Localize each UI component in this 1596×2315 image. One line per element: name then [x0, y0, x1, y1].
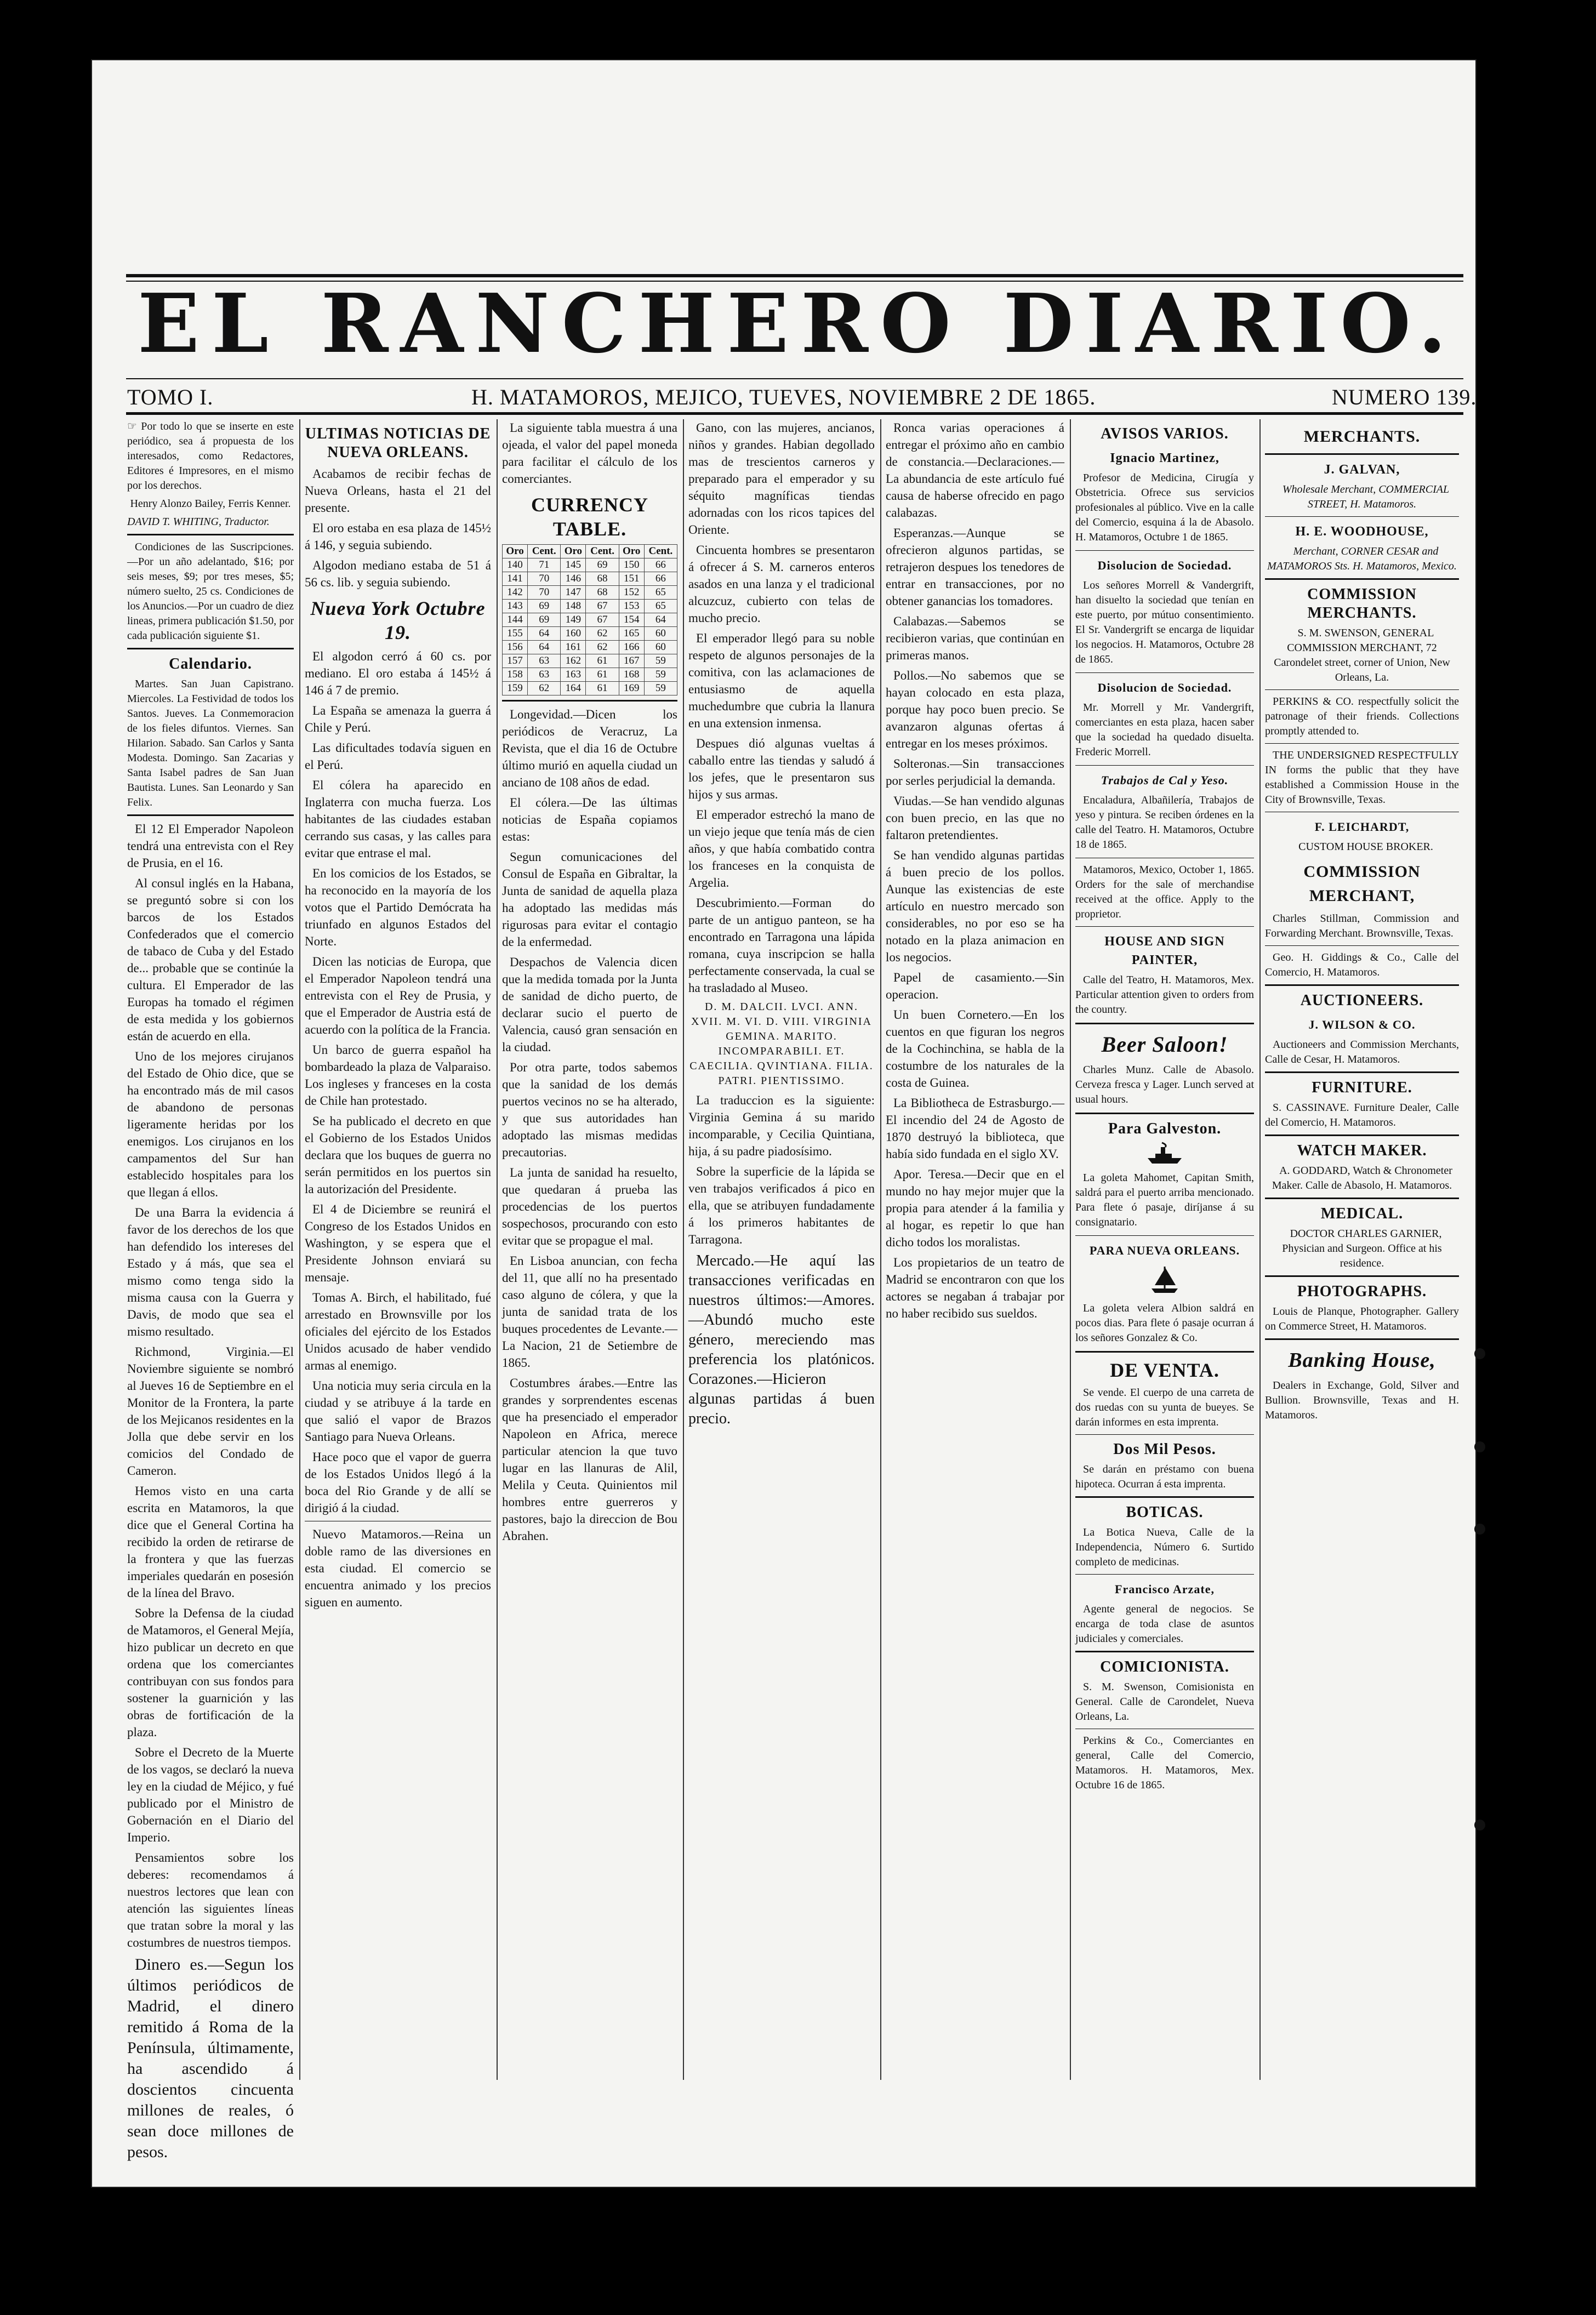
currency-table-heading: CURRENCY TABLE.	[531, 494, 648, 540]
advertisement	[1075, 449, 1254, 545]
ad-text: Wholesale Merchant, COMMERCIAL STREET, H. Matamoros.	[1282, 483, 1450, 510]
dateline-rule	[126, 378, 1463, 379]
table-cell: 67	[586, 613, 619, 627]
table-cell: 163	[561, 668, 586, 682]
column-divider	[1070, 419, 1071, 2080]
table-cell: 145	[561, 558, 586, 572]
article-paragraph: Hace poco que el vapor de guerra de los Estados Unidos llegó á la boca del Rio Grande y de allí se dirigió á la ciudad.	[305, 1450, 491, 1515]
punch-hole	[1474, 1441, 1485, 1452]
ad-text: DOCTOR CHARLES GARNIER, Physician and Surgeon. Office at his residence.	[1282, 1228, 1442, 1269]
ad-text: Merchant, CORNER CESAR and MATAMOROS Sts. H. Matamoros, Mexico.	[1267, 545, 1457, 572]
article-paragraph: Hemos visto en una carta escrita en Matamoros, la que dice que el General Cortina ha recibido la orden de retirarse de la frontera y que las fuerzas imperiales quedarán en posesión de la línea del Bravo.	[127, 1484, 294, 1600]
column-2	[305, 419, 491, 2096]
ad-title: Trabajos de Cal y Yeso.	[1101, 773, 1229, 787]
volume-label: TOMO I.	[127, 385, 214, 409]
table-cell: 154	[619, 613, 644, 627]
section-heading: MERCHANTS.	[1303, 427, 1421, 446]
table-row	[503, 654, 677, 668]
divider	[1265, 689, 1459, 690]
ad-title: PARA NUEVA ORLEANS.	[1089, 1244, 1240, 1257]
ad-title: Dos Mil Pesos.	[1113, 1441, 1216, 1458]
table-cell: 169	[619, 682, 644, 695]
article-paragraph: El 4 de Diciembre se reunirá el Congreso de los Estados Unidos en Washington, y se espera que el Presidente Johnson enviará su mensaje.	[305, 1202, 491, 1284]
advertisement	[1075, 932, 1254, 1017]
article-paragraph: La traduccion es la siguiente: Virginia Gemina á su marido incomparable, y Cecilia Quintiana, hija, á su padre piadosísimo.	[688, 1093, 875, 1158]
article-paragraph: Pensamientos sobre los deberes: recomendamos á nuestros lectores que lean con atención las siguientes líneas que tratan sobre la moral y las costumbres de nuestros tiempos.	[127, 1851, 294, 1949]
ad-title: Ignacio Martinez,	[1110, 451, 1219, 465]
article-paragraph: Cincuenta hombres se presentaron á ofrecer á S. M. carneros enteros asados en una lanza y el tradicional alcuzcuz, cubierto con telas de mucho precio.	[688, 543, 875, 625]
table-row	[503, 682, 677, 695]
article-paragraph: Uno de los mejores cirujanos del Estado de Ohio dice, que se ha encontrado más de mil casos de abandono de personas ligeramente heridas por los enemigos. Los cirujanos en los campamentos del Sur han establecido hospitales para los que llegan á ellos.	[127, 1050, 294, 1199]
divider	[127, 648, 294, 649]
table-row	[503, 558, 677, 572]
divider	[1265, 516, 1459, 517]
table-cell: 155	[503, 627, 528, 641]
table-cell: 148	[561, 600, 586, 613]
ad-title: Francisco Arzate,	[1115, 1582, 1215, 1596]
divider	[1265, 1071, 1459, 1073]
divider	[1075, 765, 1254, 766]
issue-number: NUMERO 139.	[1332, 385, 1477, 409]
article-paragraph: Por otra parte, todos sabemos que la sanidad de los demás puertos vecinos no se ha alterado, y que sus autoridades han adoptado las mismas medidas precautorias.	[502, 1060, 677, 1159]
ad-text: CUSTOM HOUSE BROKER.	[1298, 841, 1433, 853]
currency-table-header-cell: Oro	[619, 545, 644, 558]
column-4	[688, 419, 875, 2096]
table-cell: 70	[528, 572, 561, 586]
table-cell: 71	[528, 558, 561, 572]
table-cell: 140	[503, 558, 528, 572]
article-paragraph: Calabazas.—Sabemos se recibieron varias, que continúan en primeras manos.	[886, 614, 1064, 662]
article-paragraph: Dicen las noticias de Europa, que el Emperador Napoleon tendrá una entrevista con el Rey de Prusia, y que el Emperador de Austria está de acuerdo con la política de la Francia.	[305, 955, 491, 1036]
ad-text: Mr. Morrell y Mr. Vandergrift, comerciantes en esta plaza, hacen saber que la sociedad ha quedado disuelta. Frederic Morrell.	[1075, 702, 1254, 758]
table-row	[503, 613, 677, 627]
table-cell: 66	[644, 572, 677, 586]
table-cell: 141	[503, 572, 528, 586]
article-paragraph: Mercado.—He aquí las transacciones verificadas en nuestros últimos:—Amores.—Abundó mucho este género, mereciendo mas preferencia los platónicos. Corazones.—Hicieron algunas partidas á buen precio.	[688, 1252, 875, 1427]
table-cell: 168	[619, 668, 644, 682]
column-divider	[1259, 419, 1261, 2080]
calendar-heading: Calendario.	[169, 655, 252, 672]
table-row	[503, 600, 677, 613]
table-cell: 60	[644, 627, 677, 641]
currency-table-header-cell: Cent.	[528, 545, 561, 558]
table-row	[503, 586, 677, 600]
section-heading: COMMISSION MERCHANTS.	[1307, 586, 1417, 621]
ad-title: Disolucion de Sociedad.	[1097, 558, 1232, 572]
ad-text: Matamoros, Mexico, October 1, 1865. Orders for the sale of merchandise received at the office. Apply to the proprietor.	[1075, 864, 1254, 920]
divider	[1265, 1338, 1459, 1340]
article-paragraph: La junta de sanidad ha resuelto, que quedaran á prueba las procedencias de los puertos sospechosos, procurando con esto evitar que se propague el mal.	[502, 1166, 677, 1247]
ad-text: Charles Stillman, Commission and Forwarding Merchant. Brownsville, Texas.	[1265, 913, 1459, 939]
article-paragraph: Dinero es.—Segun los últimos periódicos de Madrid, el dinero remitido á Roma de la Península, últimamente, ha ascendido á doscientos cincuenta millones de reales, ó sean doce millones de pesos.	[127, 1955, 294, 2161]
section-heading: DE VENTA.	[1110, 1359, 1219, 1381]
article-paragraph: Acabamos de recibir fechas de Nueva Orleans, hasta el 21 del presente.	[305, 467, 491, 515]
table-cell: 64	[528, 641, 561, 654]
article-paragraph: Los propietarios de un teatro de Madrid se encontraron con que los actores se negaban á trabajar por no haber recibido sus sueldos.	[886, 1256, 1064, 1320]
column-divider	[880, 419, 881, 2080]
ads-heading: AVISOS VARIOS.	[1101, 425, 1229, 442]
column-divider	[299, 419, 300, 2080]
divider	[1265, 1134, 1459, 1136]
editors: Henry Alonzo Bailey, Ferris Kenner.	[130, 498, 291, 510]
divider	[1075, 1574, 1254, 1575]
article-paragraph: Se ha publicado el decreto en que el Gobierno de los Estados Unidos declara que los buques de guerra no serán permitidos en los puertos sin la autorización del Presidente.	[305, 1114, 491, 1196]
printer: DAVID T. WHITING, Traductor.	[127, 516, 270, 528]
advertisement	[1075, 1241, 1254, 1345]
ad-title: BOTICAS.	[1126, 1504, 1204, 1521]
table-cell: 156	[503, 641, 528, 654]
section-heading: Banking House,	[1288, 1349, 1436, 1372]
article-paragraph: Sobre la Defensa de la ciudad de Matamoros, el General Mejía, hizo publicar un decreto en que ordena que los comerciantes contribuyan con sus fondos para sostener la guarnición y las obras de fortificación de la plaza.	[127, 1606, 294, 1739]
news-heading: ULTIMAS NOTICIAS DE NUEVA ORLEANS.	[305, 425, 491, 461]
ad-text: Geo. H. Giddings & Co., Calle del Comercio, H. Matamoros.	[1265, 951, 1459, 978]
ad-text: La Botica Nueva, Calle de la Independencia, Número 6. Surtido completo de medicinas.	[1075, 1526, 1254, 1568]
article-paragraph: Gano, con las mujeres, ancianos, niños y grandes. Habian degollado mas de trescientos carneros y preparado para el emperador y su séquito magníficas tiendas adornadas con los ricos tapices del Oriente.	[688, 421, 875, 537]
ad-text: Calle del Teatro, H. Matamoros, Mex. Particular attention given to orders from the country.	[1075, 974, 1254, 1016]
article-paragraph: Esperanzas.—Aunque se ofrecieron algunos partidas, se retrajeron despues los tenedores de entrar en transacciones, por no obtener ganancias los tomadores.	[886, 526, 1064, 608]
punch-hole	[1474, 1524, 1485, 1535]
table-cell: 66	[644, 558, 677, 572]
punch-hole	[1474, 1820, 1485, 1831]
table-cell: 59	[644, 654, 677, 668]
ad-text: S. M. SWENSON, GENERAL COMMISSION MERCHANT, 72 Carondelet street, corner of Union, New Orleans, La.	[1274, 627, 1450, 683]
table-cell: 61	[586, 668, 619, 682]
divider	[1075, 1351, 1254, 1353]
article-paragraph: Un buen Cornetero.—En los cuentos en que figuran los negros de la Cochinchina, se habla de la costumbre de los naturales de la costa de Guinea.	[886, 1008, 1064, 1090]
ad-text: La goleta Mahomet, Capitan Smith, saldrá para el puerto arriba mencionado. Para flete ó pasaje, diríjanse á su consignatario.	[1075, 1172, 1254, 1228]
table-cell: 150	[619, 558, 644, 572]
column-5	[886, 419, 1064, 2096]
table-cell: 161	[561, 641, 586, 654]
advertisement	[1075, 1120, 1254, 1230]
column-7-merchants	[1265, 419, 1459, 2096]
article-paragraph: Despues dió algunas vueltas á caballo entre las tiendas y saludó á los jefes, que le presentaron sus hijos y sus armas.	[688, 737, 875, 801]
ad-title: J. GALVAN,	[1324, 463, 1400, 477]
sailing-ship-icon	[1075, 1263, 1254, 1301]
article-paragraph: Las dificultades todavía siguen en el Perú.	[305, 741, 491, 772]
table-cell: 151	[619, 572, 644, 586]
table-cell: 69	[586, 558, 619, 572]
subscription-terms: Condiciones de las Suscripciones.—Por un año adelantado, $16; por seis meses, $9; por tres meses, $5; número suelto, 25 cs. Condiciones de los Anuncios.—Por un cuadro de diez lineas, primera publicación $1.50, por cada publicación siguiente $1.	[127, 541, 294, 642]
divider	[1265, 453, 1459, 455]
ad-title: H. E. WOODHOUSE,	[1295, 524, 1429, 539]
ad-title: HOUSE AND SIGN PAINTER,	[1104, 934, 1225, 967]
table-cell: 164	[561, 682, 586, 695]
table-cell: 61	[586, 654, 619, 668]
ad-text: S. M. Swenson, Comisionista en General. Calle de Carondelet, Nueva Orleans, La.	[1075, 1681, 1254, 1723]
news-heading: Nueva York Octubre 19.	[310, 597, 486, 643]
ad-text: Se darán en préstamo con buena hipoteca. Ocurran á esta imprenta.	[1075, 1463, 1254, 1490]
advertisement	[1075, 556, 1254, 667]
article-paragraph: Sobre el Decreto de la Muerte de los vagos, se declaró la nueva ley en la ciudad de Méjico, y fué publicado por el Ministro de Gobernación en el Diario del Imperio.	[127, 1746, 294, 1844]
section-heading: PHOTOGRAPHS.	[1297, 1283, 1427, 1300]
divider	[1075, 1113, 1254, 1114]
table-row	[503, 668, 677, 682]
steamship-icon	[1075, 1142, 1254, 1171]
ad-text: Los señores Morrell & Vandergrift, han disuelto la sociedad que tenían en este puerto, por mútuo consentimiento. El Sr. Vandergrift se encarga de liquidar los negocios. H. Matamoros, Octubre 28 de 1865.	[1075, 579, 1254, 665]
article-paragraph: El cólera.—De las últimas noticias de España copiamos estas:	[502, 796, 677, 843]
table-cell: 60	[644, 641, 677, 654]
article-paragraph: La Bibliotheca de Estrasburgo.—El incendio del 24 de Agosto de 1870 destruyó la biblioteca, que había sido fundada en el siglo XV.	[886, 1096, 1064, 1161]
ad-text: Se vende. El cuerpo de una carreta de dos ruedas con su yunta de bueyes. Se darán informes en esta imprenta.	[1075, 1387, 1254, 1428]
currency-table	[502, 544, 677, 695]
table-cell: 152	[619, 586, 644, 600]
article-paragraph: El algodon cerró á 60 cs. por mediano. El oro estaba á 145½ á 146 á 7 de premio.	[305, 649, 491, 697]
table-cell: 157	[503, 654, 528, 668]
ad-text: Encaladura, Albañilería, Trabajos de yeso y pintura. Se reciben órdenes en la calle del Teatro. H. Matamoros, Octubre 18 de 1865.	[1075, 794, 1254, 851]
article-paragraph: Apor. Teresa.—Decir que en el mundo no hay mejor mujer que la propia para atender á la familia y al hogar, es repetir lo que han dicho todos los moralistas.	[886, 1167, 1064, 1249]
advertisement	[1075, 678, 1254, 760]
article-paragraph: El emperador llegó para su noble respeto de algunos personajes de la comitiva, con las aclamaciones de entusiasmo de aquella muchedumbre que cubria la llanura en una extension inmensa.	[688, 631, 875, 730]
table-cell: 70	[528, 586, 561, 600]
divider	[127, 534, 294, 535]
ad-title: COMICIONISTA.	[1100, 1658, 1229, 1675]
table-cell: 166	[619, 641, 644, 654]
column-3	[502, 419, 677, 2096]
table-cell: 147	[561, 586, 586, 600]
article-paragraph: En los comicios de los Estados, se ha reconocido en la mayoría de los votos que el Partido Demócrata ha triunfado en algunos Estados del Norte.	[305, 866, 491, 948]
article-paragraph: Se han vendido algunas partidas á buen precio de los pollos. Aunque las existencias de este artículo en nuestro mercado son considerables, no por eso se ha notado en la plaza animacion en los negocios.	[886, 848, 1064, 964]
ad-text: A. GODDARD, Watch & Chronometer Maker. Calle de Abasolo, H. Matamoros.	[1272, 1165, 1452, 1191]
table-cell: 153	[619, 600, 644, 613]
ad-text: THE UNDERSIGNED RESPECTFULLY IN forms the public that they have established a Commission House in the City of Brownsville, Texas.	[1265, 749, 1459, 806]
ad-text: Charles Munz. Calle de Abasolo. Cerveza fresca y Lager. Lunch served at usual hours.	[1075, 1064, 1254, 1105]
article-paragraph: Papel de casamiento.—Sin operacion.	[886, 971, 1064, 1001]
article-paragraph: Despachos de Valencia dicen que la medida tomada por la Junta de sanidad de dicho puerto, de declarar sucio el puerto de Valencia, causó gran sensación en la ciudad.	[502, 955, 677, 1054]
divider	[1075, 1651, 1254, 1652]
article-paragraph: Algodon mediano estaba de 51 á 56 cs. lib. y seguia subiendo.	[305, 558, 491, 589]
ad-text: Agente general de negocios. Se encarga de toda clase de asuntos judiciales y comerciales.	[1075, 1603, 1254, 1645]
advertisement	[1075, 771, 1254, 852]
article-paragraph: Viudas.—Se han vendido algunas con buen precio, en las que no faltaron pretendientes.	[886, 794, 1064, 842]
divider	[1075, 1496, 1254, 1498]
ad-text: La goleta velera Albion saldrá en pocos dias. Para flete ó pasaje ocurran á los señores Gonzalez & Co.	[1075, 1302, 1254, 1344]
article-paragraph: Ronca varias operaciones á entregar el próximo año en cambio de constancia.—Declaraciones.—La abundancia de este artículo fué causa de haberse ofrecido en pago calabazas.	[886, 421, 1064, 520]
currency-table-header	[503, 545, 677, 558]
column-divider	[497, 419, 498, 2080]
ad-title: F. LEICHARDT,	[1314, 820, 1410, 834]
table-cell: 63	[528, 668, 561, 682]
dateline-rule-bottom	[126, 412, 1463, 415]
table-cell: 59	[644, 682, 677, 695]
divider	[1265, 1275, 1459, 1277]
divider	[1075, 1434, 1254, 1435]
ad-text: Perkins & Co., Comerciantes en general, Calle del Comercio, Matamoros. H. Matamoros, Mex. Octubre 16 de 1865.	[1075, 1735, 1254, 1791]
column-6-ads	[1075, 419, 1254, 2096]
article-paragraph: Sobre la superficie de la lápida se ven trabajos verificados á pico en ella, que se atribuyen fundadamente á los primeros habitantes de Tarragona.	[688, 1165, 875, 1246]
article-paragraph: Segun comunicaciones del Consul de España en Gibraltar, la Junta de sanidad de aquella plaza ha adoptado las medidas más rigurosas para evitar el contagio de la enfermedad.	[502, 850, 677, 949]
table-cell: 65	[644, 586, 677, 600]
table-cell: 59	[644, 668, 677, 682]
section-heading: WATCH MAKER.	[1297, 1142, 1427, 1159]
article-paragraph: Solteronas.—Sin transacciones por serles perjudicial la demanda.	[886, 757, 1064, 788]
table-cell: 68	[586, 586, 619, 600]
ad-text: PERKINS & CO. respectfully solicit the patronage of their friends. Collections promptly attended to.	[1265, 695, 1459, 737]
section-heading: AUCTIONEERS.	[1300, 992, 1424, 1009]
column-divider	[683, 419, 684, 2080]
section-heading: FURNITURE.	[1312, 1079, 1412, 1096]
currency-table-header-cell: Oro	[561, 545, 586, 558]
table-cell: 65	[644, 600, 677, 613]
divider	[1075, 1235, 1254, 1236]
table-row	[503, 627, 677, 641]
article-paragraph: El 12 El Emperador Napoleon tendrá una entrevista con el Rey de Prusia, en el 16.	[127, 822, 294, 870]
article-paragraph: Pollos.—No sabemos que se hayan colocado en esta plaza, porque hay poco buen precio. Se avanzaron algunas ofertas á entregar en los meses próximos.	[886, 669, 1064, 750]
currency-table-body	[503, 558, 677, 695]
article-paragraph: Richmond, Virginia.—El Noviembre siguiente se nombró al Jueves 16 de Septiembre en el Monitor de la Frontera, la parte de los Mejicanos residentes en la Jolla que debe servir en los comicios del Condado de Cameron.	[127, 1345, 294, 1478]
article-paragraph: Tomas A. Birch, el habilitado, fué arrestado en Brownsville por los oficiales del ejército de los Estados Unidos acusado de haber vendido armas al enemigo.	[305, 1291, 491, 1372]
table-cell: 62	[528, 682, 561, 695]
dateline: H. MATAMOROS, MEJICO, TUEVES, NOVIEMBRE 2 DE 1865.	[471, 385, 1096, 409]
calendar-text: Martes. San Juan Capistrano. Miercoles. La Festividad de todos los Santos. Jueves. La Conmemoracion de los fieles difuntos. Viernes. San Hilarion. Sabado. San Carlos y Santa Modesta. Domingo. San Zacarias y Santa Isabel padres de San Juan Bautista. Lunes. San Leonardo y San Felix.	[127, 678, 294, 808]
ad-title: COMMISSION MERCHANT,	[1303, 863, 1421, 905]
table-cell: 69	[528, 600, 561, 613]
article-paragraph: Un barco de guerra español ha bombardeado la plaza de Valparaiso. Los ingleses y franceses en la costa de Chile han protestado.	[305, 1043, 491, 1108]
currency-table-header-cell: Oro	[503, 545, 528, 558]
currency-table-header-cell: Cent.	[586, 545, 619, 558]
table-row	[503, 641, 677, 654]
article-paragraph: La España se amenaza la guerra á Chile y Perú.	[305, 704, 491, 734]
table-row	[503, 572, 677, 586]
divider	[127, 814, 294, 816]
divider	[1265, 1198, 1459, 1199]
table-cell: 142	[503, 586, 528, 600]
masthead-title: EL RANCHERO DIARIO.	[138, 276, 1458, 371]
divider	[1265, 945, 1459, 946]
article-paragraph: Longevidad.—Dicen los periódicos de Veracruz, La Revista, que el dia 16 de Octubre último murió en aquella ciudad un anciano de 108 años de edad.	[502, 708, 677, 789]
divider	[1075, 550, 1254, 551]
table-cell: 144	[503, 613, 528, 627]
table-cell: 67	[586, 600, 619, 613]
article-paragraph: En Lisboa anuncian, con fecha del 11, que allí no ha presentado caso alguno de cólera, y que la junta de sanidad trata de los buques procedentes de Levante.—La Nacion, 21 de Setiembre de 1865.	[502, 1254, 677, 1370]
article-paragraph: De una Barra la evidencia á favor de los derechos de los que han defendido los intereses del Estado y á más, que sea el mismo como tenga sido la misma causa con la Guerra y Davis, de modo que sea el mismo resultado.	[127, 1206, 294, 1338]
table-cell: 165	[619, 627, 644, 641]
table-cell: 146	[561, 572, 586, 586]
table-cell: 159	[503, 682, 528, 695]
table-cell: 162	[561, 654, 586, 668]
ad-title: Beer Saloon!	[1101, 1032, 1228, 1057]
section-heading: MEDICAL.	[1320, 1205, 1404, 1222]
article-paragraph: Nuevo Matamoros.—Reina un doble ramo de las diversiones en esta ciudad. El comercio se encuentra animado y los precios siguen en aumento.	[305, 1527, 491, 1609]
table-cell: 64	[644, 613, 677, 627]
table-cell: 158	[503, 668, 528, 682]
ad-text: Profesor de Medicina, Cirugía y Obstetricia. Ofrece sus servicios profesionales al público. Vive en la calle del Comercio, esquina á la de Abasolo. H. Matamoros, Octubre 1 de 1865.	[1075, 472, 1254, 543]
divider	[1265, 984, 1459, 986]
divider	[1075, 672, 1254, 673]
punch-hole	[1474, 1348, 1485, 1359]
table-cell: 61	[586, 682, 619, 695]
ad-title: J. WILSON & CO.	[1308, 1018, 1416, 1031]
divider	[1075, 926, 1254, 927]
divider	[502, 700, 677, 702]
divider	[1265, 578, 1459, 580]
article-paragraph: El oro estaba en esa plaza de 145½ á 146, y seguia subiendo.	[305, 521, 491, 552]
article-paragraph: La siguiente tabla muestra á una ojeada, el valor del papel moneda para facilitar el cálculo de los comerciantes.	[502, 421, 677, 486]
table-cell: 167	[619, 654, 644, 668]
table-cell: 62	[586, 641, 619, 654]
advertisement	[1075, 1030, 1254, 1107]
table-cell: 143	[503, 600, 528, 613]
article-paragraph: Una noticia muy seria circula en la ciudad y se atribuye á la tarde en que salió el vapor de Brazos Santiago para Nueva Orleans.	[305, 1379, 491, 1444]
article-paragraph: El cólera ha aparecido en Inglaterra con mucha fuerza. Los habitantes de las ciudades estaban cerrando sus casas, y las calles para evitar que entrase el mal.	[305, 778, 491, 860]
table-cell: 63	[528, 654, 561, 668]
ad-text: Auctioneers and Commission Merchants, Calle de Cesar, H. Matamoros.	[1265, 1039, 1459, 1065]
table-cell: 64	[528, 627, 561, 641]
divider	[1075, 1023, 1254, 1024]
ad-title: Disolucion de Sociedad.	[1097, 681, 1232, 694]
table-cell: 160	[561, 627, 586, 641]
article-paragraph: El emperador estrechó la mano de un viejo jeque que tenía más de cien años, y que había combatido contra los franceses en la conquista de Argelia.	[688, 808, 875, 889]
ad-text: S. CASSINAVE. Furniture Dealer, Calle del Comercio, H. Matamoros.	[1265, 1102, 1459, 1128]
table-cell: 68	[586, 572, 619, 586]
article-paragraph: Costumbres árabes.—Entre las grandes y sorprendentes escenas que ha presenciado el emperador Napoleon en Africa, merece particular atencion la que tuvo lugar en las llanuras de Alil, Melila y Ceuta. Quinientos mil hombres entre guerreros y pastores, bajo la direccion de Bou Abrahen.	[502, 1376, 677, 1543]
table-cell: 149	[561, 613, 586, 627]
table-cell: 62	[586, 627, 619, 641]
ad-text: Dealers in Exchange, Gold, Silver and Bullion. Brownsville, Texas and H. Matamoros.	[1265, 1379, 1459, 1421]
currency-table-header-cell: Cent.	[644, 545, 677, 558]
roman-inscription: D. M. DALCII. LVCI. ANN. XVII. M. VI. D. VIII. VIRGINIA GEMINA. MARITO. INCOMPARABILI. ET. CAECILIA. QVINTIANA. FILIA. PATRI. PIENTISSIMO.	[689, 1001, 874, 1087]
article-paragraph: Descubrimiento.—Forman do parte de un antiguo panteon, se ha encontrado en Tarragona una lápida romana, cuya inscripcion se halla perfectamente conservada, la cual se ha trasladado al Museo.	[688, 896, 875, 995]
column-1	[127, 419, 294, 2161]
table-cell: 69	[528, 613, 561, 627]
ad-text: Louis de Planque, Photographer. Gallery on Commerce Street, H. Matamoros.	[1265, 1305, 1459, 1332]
ad-title: Para Galveston.	[1108, 1120, 1222, 1137]
divider	[1265, 743, 1459, 744]
notice-text: ☞ Por todo lo que se inserte en este periódico, sea á propuesta de los interesados, como Redactores, Editores é Impresores, en el mismo por los derechos.	[127, 420, 294, 492]
article-paragraph: Al consul inglés en la Habana, se preguntó sobre si con los barcos de los Estados Confederados que el comercio de tabaco de Cuba y del Estado de... probable que se continúe la cultura. El Emperador de las Europas ha tomado el régimen de esta medida y los gobiernos están de acuerdo en ella.	[127, 876, 294, 1043]
